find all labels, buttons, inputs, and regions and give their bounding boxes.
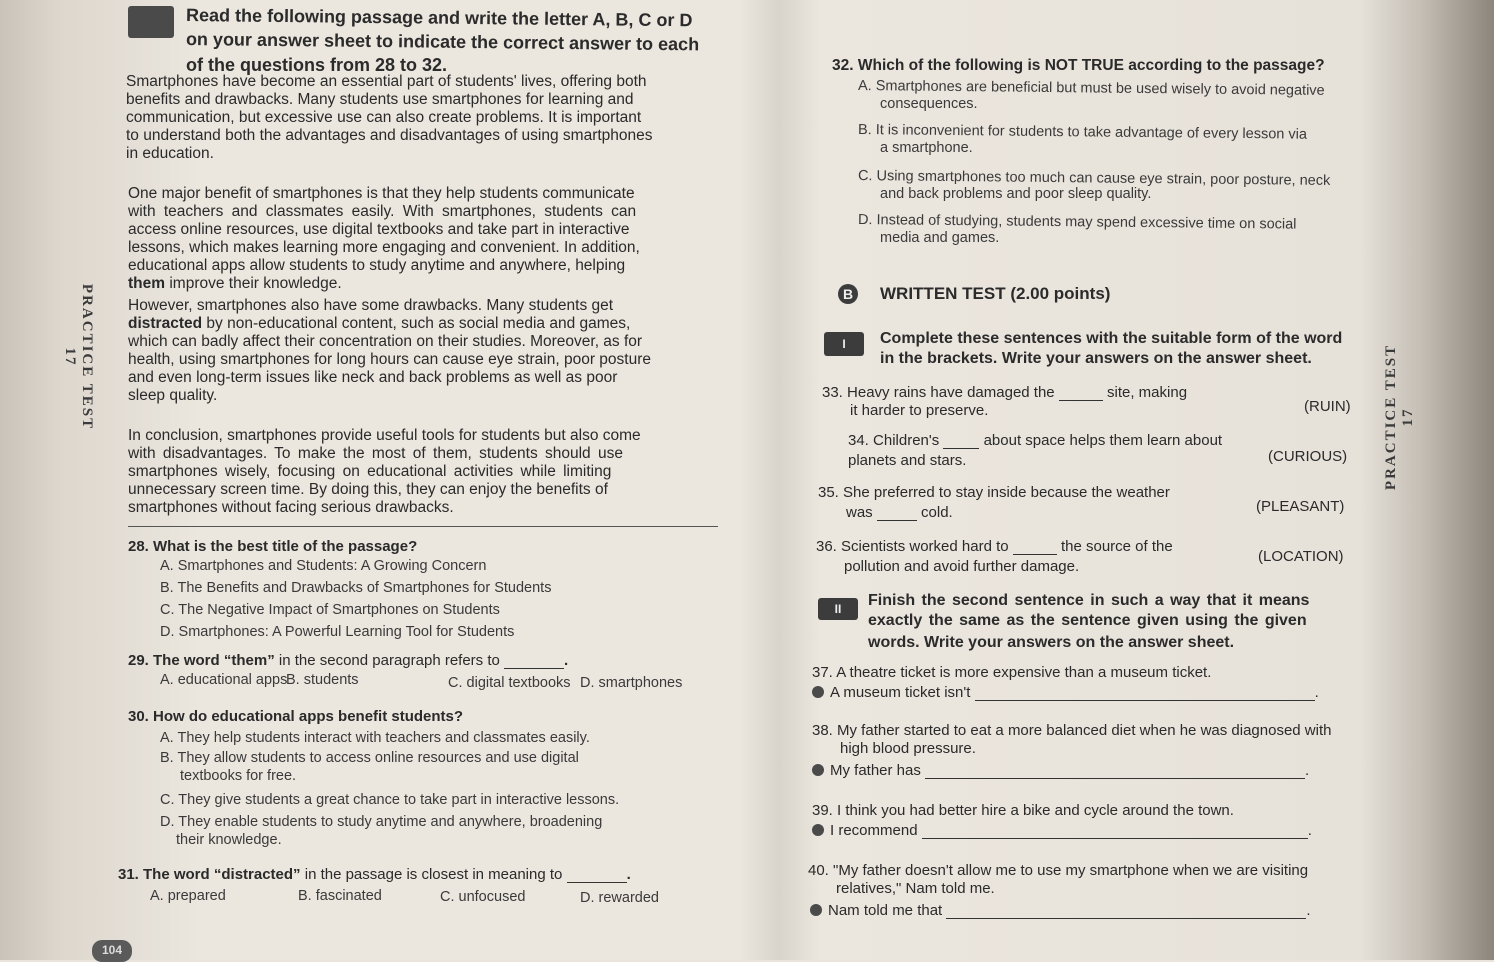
passage-line: One major benefit of smartphones is that they help students communicate <box>128 185 635 202</box>
q31-option-a: A. prepared <box>150 888 226 904</box>
q36-text: 36. Scientists worked hard to <box>816 538 1009 555</box>
section-b-badge: B <box>838 284 858 304</box>
q32-option-d: D. Instead of studying, students may spend excessive time on social <box>857 212 1297 233</box>
passage-line: communication, but excessive use can also create problems. It is important <box>126 109 642 126</box>
q31-word: “distracted” <box>213 866 301 883</box>
q33-answer-blank[interactable] <box>1059 400 1103 401</box>
reading-instruction-line-1: Read the following passage and write the letter A, B, C or D <box>185 5 693 31</box>
q31-option-c: C. unfocused <box>440 889 526 905</box>
reading-instruction-line-3: of the questions from 28 to 32. <box>186 55 448 75</box>
q35-line-2 <box>846 504 953 521</box>
q28-option-c: C. The Negative Impact of Smartphones on Students <box>160 602 500 618</box>
q40-line-1: 40. "My father doesn't allow me to use my smartphone when we are visiting <box>808 862 1309 879</box>
q32-option-c-cont: and back problems and poor sleep quality. <box>880 186 1152 202</box>
passage-line: in education. <box>126 145 214 162</box>
q38-line-2: high blood pressure. <box>840 740 976 757</box>
part-2-instruction-line-1: Finish the second sentence in such a way that it means <box>868 592 1310 609</box>
part-2-badge: II <box>818 598 858 620</box>
part-2-instruction-line-2: exactly the same as the sentence given using the given <box>868 612 1307 629</box>
q32-option-b: B. It is inconvenient for students to take advantage of every lesson via <box>857 122 1308 143</box>
q34-answer-blank[interactable] <box>943 448 979 449</box>
q32-option-a-cont: consequences. <box>880 96 978 112</box>
q37-prompt-text: A museum ticket isn't <box>830 684 971 701</box>
q30-option-d-cont: their knowledge. <box>176 832 282 848</box>
q29-option-c: C. digital textbooks <box>448 675 571 691</box>
part-2-instruction-line-3: words. Write your answers on the answer sheet. <box>868 634 1235 651</box>
q31-stem-post: in the passage is closest in meaning to <box>300 866 563 883</box>
arrow-icon <box>810 904 822 916</box>
part-1-instruction-line-2: in the brackets. Write your answers on the answer sheet. <box>880 350 1312 367</box>
q40-prompt-text: Nam told me that <box>828 902 943 919</box>
q33-line-2: it harder to preserve. <box>850 402 989 419</box>
page-number: 104 <box>92 940 132 962</box>
q28-option-d: D. Smartphones: A Powerful Learning Tool for Students <box>160 624 515 640</box>
arrow-icon <box>812 686 824 698</box>
passage-line <box>128 276 342 293</box>
part-badge <box>128 6 174 38</box>
q36-word: (LOCATION) <box>1258 548 1344 565</box>
arrow-icon <box>812 824 824 836</box>
q30-option-c: C. They give students a great chance to take part in interactive lessons. <box>160 792 620 808</box>
passage-line: to understand both the advantages and disadvantages of using smartphones <box>126 127 653 144</box>
q34-line-1 <box>848 432 1222 449</box>
q34-text-2: about space helps them learn about <box>983 432 1223 449</box>
q33-line-1 <box>822 384 1187 401</box>
q30-option-b-cont: textbooks for free. <box>180 768 297 784</box>
q39-line-1: 39. I think you had better hire a bike and cycle around the town. <box>812 802 1234 819</box>
q34-text: 34. Children's <box>848 432 940 449</box>
passage-line: Smartphones have become an essential part of students' lives, offering both <box>126 73 647 90</box>
q35-text-2: cold. <box>921 504 953 521</box>
side-label-right: PRACTICE TEST 17 <box>1383 343 1416 491</box>
q32-option-b-cont: a smartphone. <box>880 140 973 156</box>
q34-line-2: planets and stars. <box>848 452 967 469</box>
part-1-instruction-line-1: Complete these sentences with the suitable form of the word <box>880 330 1343 347</box>
q29-word: “them” <box>223 652 275 669</box>
q30-stem: 30. How do educational apps benefit students? <box>128 708 464 725</box>
passage-line: which can badly affect their concentration on their studies. Moreover, as for <box>128 333 643 350</box>
q29-stem-pre: 29. The word <box>128 652 224 669</box>
q29-stem: 29. The word “them” in the second paragraph refers to . <box>128 652 569 669</box>
q36-line-2: pollution and avoid further damage. <box>844 558 1080 575</box>
q31-answer-blank[interactable] <box>567 882 627 883</box>
q39-answer-blank[interactable] <box>922 838 1308 839</box>
q32-option-a: A. Smartphones are beneficial but must be used wisely to avoid negative <box>857 78 1325 99</box>
q28-stem: 28. What is the best title of the passage? <box>128 538 418 555</box>
passage-line: access online resources, use digital textbooks and take part in interactive <box>128 221 630 238</box>
q36-text-2: the source of the <box>1060 538 1173 555</box>
q31-stem-pre: 31. The word <box>118 866 214 883</box>
q29-option-b: B. students <box>286 672 359 688</box>
q33-word: (RUIN) <box>1304 398 1351 415</box>
passage-line: sleep quality. <box>128 387 218 404</box>
highlight-distracted: distracted <box>128 315 203 332</box>
q29-option-d: D. smartphones <box>580 675 683 691</box>
q35-answer-blank[interactable] <box>877 520 917 521</box>
passage-text: improve their knowledge. <box>165 275 342 292</box>
side-label-left: PRACTICE TEST 17 <box>62 283 95 431</box>
q36-line-1 <box>816 538 1173 555</box>
q38-line-1: 38. My father started to eat a more balanced diet when he was diagnosed with <box>812 722 1332 739</box>
q38-prompt: My father has . <box>812 762 1309 779</box>
q33-text: 33. Heavy rains have damaged the <box>822 384 1055 401</box>
q39-prompt: I recommend . <box>812 822 1312 839</box>
q40-answer-blank[interactable] <box>946 918 1306 919</box>
passage-line: However, smartphones also have some drawbacks. Many students get <box>128 297 614 314</box>
passage-line: and even long-term issues like neck and back problems as well as poor <box>128 369 618 386</box>
q32-stem: 32. Which of the following is NOT TRUE according to the passage? <box>832 57 1325 74</box>
q30-option-d: D. They enable students to study anytime and anywhere, broadening <box>160 814 603 830</box>
q35-word: (PLEASANT) <box>1256 498 1345 515</box>
q29-answer-blank[interactable] <box>504 668 564 669</box>
part-1-badge: I <box>824 332 864 356</box>
passage-line: In conclusion, smartphones provide useful tools for students but also come <box>128 427 641 444</box>
q31-stem: 31. The word “distracted” in the passage is closest in meaning to . <box>118 866 631 883</box>
passage-line: smartphones wisely, focusing on educational activities while limiting <box>128 463 612 480</box>
q35-line-1: 35. She preferred to stay inside because the weather <box>818 484 1170 501</box>
q31-option-b: B. fascinated <box>298 888 382 904</box>
passage-divider <box>128 526 718 527</box>
q32-option-d-cont: media and games. <box>880 230 1000 246</box>
q29-stem-post: in the second paragraph refers to <box>274 652 500 669</box>
q38-prompt-text: My father has <box>830 762 921 779</box>
passage-line: educational apps allow students to study anytime and anywhere, helping <box>128 257 626 274</box>
passage-line: with teachers and classmates easily. With smartphones, students can <box>128 203 637 220</box>
passage-line: with disadvantages. To make the most of them, students should use <box>128 445 623 462</box>
q32-option-c: C. Using smartphones too much can cause eye strain, poor posture, neck <box>857 168 1331 189</box>
passage-text: by non-educational content, such as social media and games, <box>202 315 631 332</box>
highlight-them: them <box>128 275 166 292</box>
q38-answer-blank[interactable] <box>925 778 1305 779</box>
q28-option-b: B. The Benefits and Drawbacks of Smartphones for Students <box>160 580 552 596</box>
q31-option-d: D. rewarded <box>580 890 659 906</box>
q29-option-a: A. educational apps <box>160 672 288 688</box>
passage-line: unnecessary screen time. By doing this, they can enjoy the benefits of <box>128 481 608 498</box>
q40-line-2: relatives," Nam told me. <box>836 880 995 897</box>
q30-option-b: B. They allow students to access online resources and use digital <box>160 750 579 766</box>
q37-line-1: 37. A theatre ticket is more expensive than a museum ticket. <box>812 664 1212 681</box>
q37-prompt: A museum ticket isn't . <box>812 684 1319 701</box>
q28-option-a: A. Smartphones and Students: A Growing Concern <box>160 558 487 574</box>
q40-prompt: Nam told me that . <box>810 902 1311 919</box>
written-test-title: WRITTEN TEST (2.00 points) <box>880 284 1111 303</box>
q37-answer-blank[interactable] <box>975 700 1315 701</box>
q36-answer-blank[interactable] <box>1013 554 1057 555</box>
q33-text-2: site, making <box>1107 384 1188 401</box>
q39-prompt-text: I recommend <box>830 822 918 839</box>
q30-option-a: A. They help students interact with teachers and classmates easily. <box>160 730 590 746</box>
passage-line: smartphones without facing serious drawbacks. <box>128 499 454 516</box>
q35-text: was <box>846 504 873 521</box>
passage-line: benefits and drawbacks. Many students use smartphones for learning and <box>126 91 634 108</box>
arrow-icon <box>812 764 824 776</box>
q34-word: (CURIOUS) <box>1268 448 1348 465</box>
reading-instruction-line-2: on your answer sheet to indicate the correct answer to each <box>185 29 700 55</box>
passage-line: health, using smartphones for long hours can cause eye strain, poor posture <box>128 351 652 368</box>
passage-line: lessons, which makes learning more engaging and convenient. In addition, <box>128 239 640 256</box>
passage-line <box>128 316 630 333</box>
